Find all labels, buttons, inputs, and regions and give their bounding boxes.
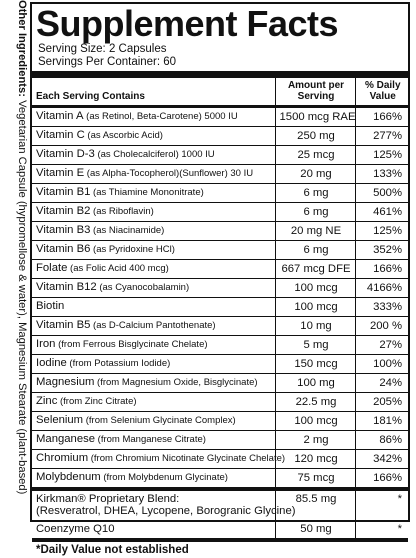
nutrient-source: (as Cyanocobalamin) — [96, 282, 190, 293]
header-daily-value: % Daily Value — [355, 78, 408, 107]
nutrient-name: Biotin — [36, 300, 65, 312]
nutrient-name: Vitamin A — [36, 110, 84, 122]
nutrient-daily-value: 352% — [355, 241, 408, 260]
nutrient-name-cell — [32, 336, 275, 355]
nutrient-source: (as Riboflavin) — [90, 206, 154, 217]
nutrient-name-cell — [32, 450, 286, 469]
nutrient-name: Vitamin B6 — [36, 243, 91, 255]
nutrient-row — [32, 203, 408, 222]
nutrient-name: Vitamin C — [36, 129, 85, 141]
nutrient-amount: 6 mg — [275, 203, 355, 222]
footnote: *Daily Value not established — [32, 538, 408, 558]
nutrient-name-cell — [32, 317, 275, 336]
nutrient-row — [32, 374, 408, 393]
nutrient-row — [32, 279, 408, 298]
nutrient-name-cell — [32, 393, 275, 412]
nutrient-name: Folate — [36, 262, 68, 274]
nutrient-daily-value: 461% — [355, 203, 408, 222]
nutrient-name: Vitamin B1 — [36, 186, 91, 198]
nutrient-name: Iron — [36, 338, 56, 350]
nutrient-name-cell — [32, 107, 275, 127]
nutrient-source: (from Ferrous Bisglycinate Chelate) — [55, 339, 208, 350]
serving-size: Serving Size: 2 Capsules — [38, 43, 167, 55]
nutrient-row — [32, 146, 408, 165]
nutrient-amount: 250 mg — [275, 127, 355, 146]
nutrient-name: Vitamin E — [36, 167, 85, 179]
nutrient-name-cell — [32, 127, 275, 146]
nutrient-amount: 6 mg — [275, 184, 355, 203]
nutrient-source: (as Pyridoxine HCl) — [90, 244, 175, 255]
nutrient-daily-value: 166% — [355, 260, 408, 279]
other-ingredients-list: Vegetarian Capsule (hypromellose & water), Magnesium Stearate (plant-based) — [16, 96, 28, 495]
nutrient-row — [32, 184, 408, 203]
blend-name: Kirkman® Proprietary Blend: — [36, 493, 180, 505]
nutrient-name-cell — [32, 279, 275, 298]
nutrient-amount: 2 mg — [275, 431, 355, 450]
nutrient-row — [32, 241, 408, 260]
nutrient-name: Vitamin B12 — [36, 281, 97, 293]
blend-daily-value: * — [355, 489, 408, 521]
nutrient-daily-value: 4166% — [355, 279, 408, 298]
nutrient-source: (from Molybdenum Glycinate) — [100, 472, 228, 483]
nutrient-name-cell — [32, 355, 275, 374]
nutrient-name-cell — [32, 469, 275, 490]
nutrient-amount: 10 mg — [275, 317, 355, 336]
nutrient-source: (as Alpha-Tocopherol)(Sunflower) 30 IU — [84, 168, 254, 179]
coq10-amount: 50 mg — [275, 521, 355, 539]
nutrient-amount: 5 mg — [275, 336, 355, 355]
nutrient-daily-value: 342% — [355, 450, 408, 469]
other-ingredients-text — [16, 0, 29, 527]
nutrient-amount: 20 mg — [275, 165, 355, 184]
nutrient-daily-value: 27% — [355, 336, 408, 355]
nutrient-name-cell — [32, 260, 275, 279]
nutrient-amount: 22.5 mg — [275, 393, 355, 412]
nutrient-source: (as Folic Acid 400 mcg) — [67, 263, 169, 274]
nutrient-source: (from Manganese Citrate) — [95, 434, 206, 445]
servings-per-container: Servings Per Container: 60 — [38, 55, 177, 68]
nutrient-row — [32, 431, 408, 450]
nutrient-name-cell — [32, 222, 275, 241]
nutrient-daily-value: 125% — [355, 146, 408, 165]
nutrient-source: (from Zinc Citrate) — [57, 396, 137, 407]
nutrient-amount: 100 mcg — [275, 279, 355, 298]
nutrient-name-cell — [32, 241, 275, 260]
nutrient-source: (from Selenium Glycinate Complex) — [83, 415, 236, 426]
nutrient-daily-value: 333% — [355, 298, 408, 317]
nutrient-row — [32, 165, 408, 184]
blend-amount: 85.5 mg — [275, 489, 355, 521]
coq10-name: Coenzyme Q10 — [32, 521, 275, 539]
header-amount: Amount per Serving — [275, 78, 355, 107]
nutrient-row — [32, 393, 408, 412]
nutrient-row — [32, 260, 408, 279]
nutrient-amount: 1500 mcg RAE — [275, 107, 355, 127]
nutrient-daily-value: 205% — [355, 393, 408, 412]
nutrient-name-cell — [32, 203, 275, 222]
nutrient-source: (as D-Calcium Pantothenate) — [90, 320, 216, 331]
nutrient-source: (as Ascorbic Acid) — [84, 130, 163, 141]
nutrient-table — [32, 78, 408, 538]
nutrient-amount: 20 mg NE — [275, 222, 355, 241]
nutrient-name-cell — [32, 431, 275, 450]
nutrient-amount: 75 mcg — [275, 469, 355, 490]
nutrient-name-cell — [32, 412, 275, 431]
nutrient-name: Magnesium — [36, 376, 95, 388]
coq10-row — [32, 521, 408, 539]
nutrient-amount: 100 mcg — [275, 412, 355, 431]
nutrient-amount: 120 mcg — [275, 450, 355, 469]
nutrient-row — [32, 355, 408, 374]
coq10-daily-value: * — [355, 521, 408, 539]
other-ingredients-heading: Other Ingredients: — [16, 0, 28, 97]
nutrient-name: Vitamin D-3 — [36, 148, 95, 160]
nutrient-name-cell — [32, 374, 275, 393]
nutrient-amount: 25 mcg — [275, 146, 355, 165]
nutrient-source: (as Niacinamide) — [90, 225, 165, 236]
label-title: Supplement Facts — [36, 3, 339, 44]
nutrient-daily-value: 166% — [355, 107, 408, 127]
nutrient-row — [32, 222, 408, 241]
nutrient-name: Chromium — [36, 452, 89, 464]
other-ingredients-panel — [0, 0, 28, 527]
nutrient-amount: 100 mcg — [275, 298, 355, 317]
nutrient-daily-value: 125% — [355, 222, 408, 241]
nutrient-source: (as Retinol, Beta-Carotene) 5000 IU — [83, 111, 238, 122]
nutrient-name: Manganese — [36, 433, 96, 445]
nutrient-row — [32, 469, 408, 490]
nutrient-amount: 100 mg — [275, 374, 355, 393]
table-header-row — [32, 78, 408, 107]
nutrient-name: Selenium — [36, 414, 84, 426]
nutrient-row — [32, 127, 408, 146]
nutrient-source: (as Cholecalciferol) 1000 IU — [94, 149, 215, 160]
nutrient-daily-value: 181% — [355, 412, 408, 431]
thick-divider — [32, 71, 408, 78]
nutrient-daily-value: 200 % — [355, 317, 408, 336]
proprietary-blend-row — [32, 489, 408, 521]
nutrient-daily-value: 100% — [355, 355, 408, 374]
nutrient-name: Molybdenum — [36, 471, 101, 483]
nutrient-name: Iodine — [36, 357, 67, 369]
nutrient-daily-value: 24% — [355, 374, 408, 393]
nutrient-name-cell — [32, 184, 275, 203]
nutrient-name-cell — [32, 165, 275, 184]
nutrient-daily-value: 86% — [355, 431, 408, 450]
nutrient-amount: 150 mcg — [275, 355, 355, 374]
header-contains: Each Serving Contains — [32, 78, 275, 107]
nutrient-daily-value: 500% — [355, 184, 408, 203]
nutrient-name: Vitamin B2 — [36, 205, 91, 217]
supplement-facts-label — [30, 2, 410, 556]
nutrient-name: Zinc — [36, 395, 58, 407]
nutrient-daily-value: 277% — [355, 127, 408, 146]
nutrient-row — [32, 336, 408, 355]
nutrient-daily-value: 166% — [355, 469, 408, 490]
nutrient-row — [32, 107, 408, 127]
nutrient-source: (from Magnesium Oxide, Bisglycinate) — [94, 377, 258, 388]
nutrient-amount: 6 mg — [275, 241, 355, 260]
nutrient-name: Vitamin B3 — [36, 224, 91, 236]
nutrient-row — [32, 450, 408, 469]
blend-detail: (Resveratrol, DHEA, Lycopene, Borogranic Glycine) — [36, 505, 296, 517]
nutrient-source: (from Chromium Nicotinate Glycinate Chelate) — [88, 453, 286, 464]
nutrient-amount: 667 mcg DFE — [275, 260, 355, 279]
nutrient-daily-value: 133% — [355, 165, 408, 184]
nutrient-row — [32, 412, 408, 431]
nutrient-name: Vitamin B5 — [36, 319, 91, 331]
nutrient-source: (as Thiamine Mononitrate) — [90, 187, 204, 198]
nutrient-row — [32, 317, 408, 336]
blend-name-cell — [32, 489, 296, 521]
nutrient-name-cell — [32, 298, 275, 317]
nutrient-name-cell — [32, 146, 275, 165]
nutrient-source: (from Potassium Iodide) — [66, 358, 171, 369]
nutrient-row — [32, 298, 408, 317]
